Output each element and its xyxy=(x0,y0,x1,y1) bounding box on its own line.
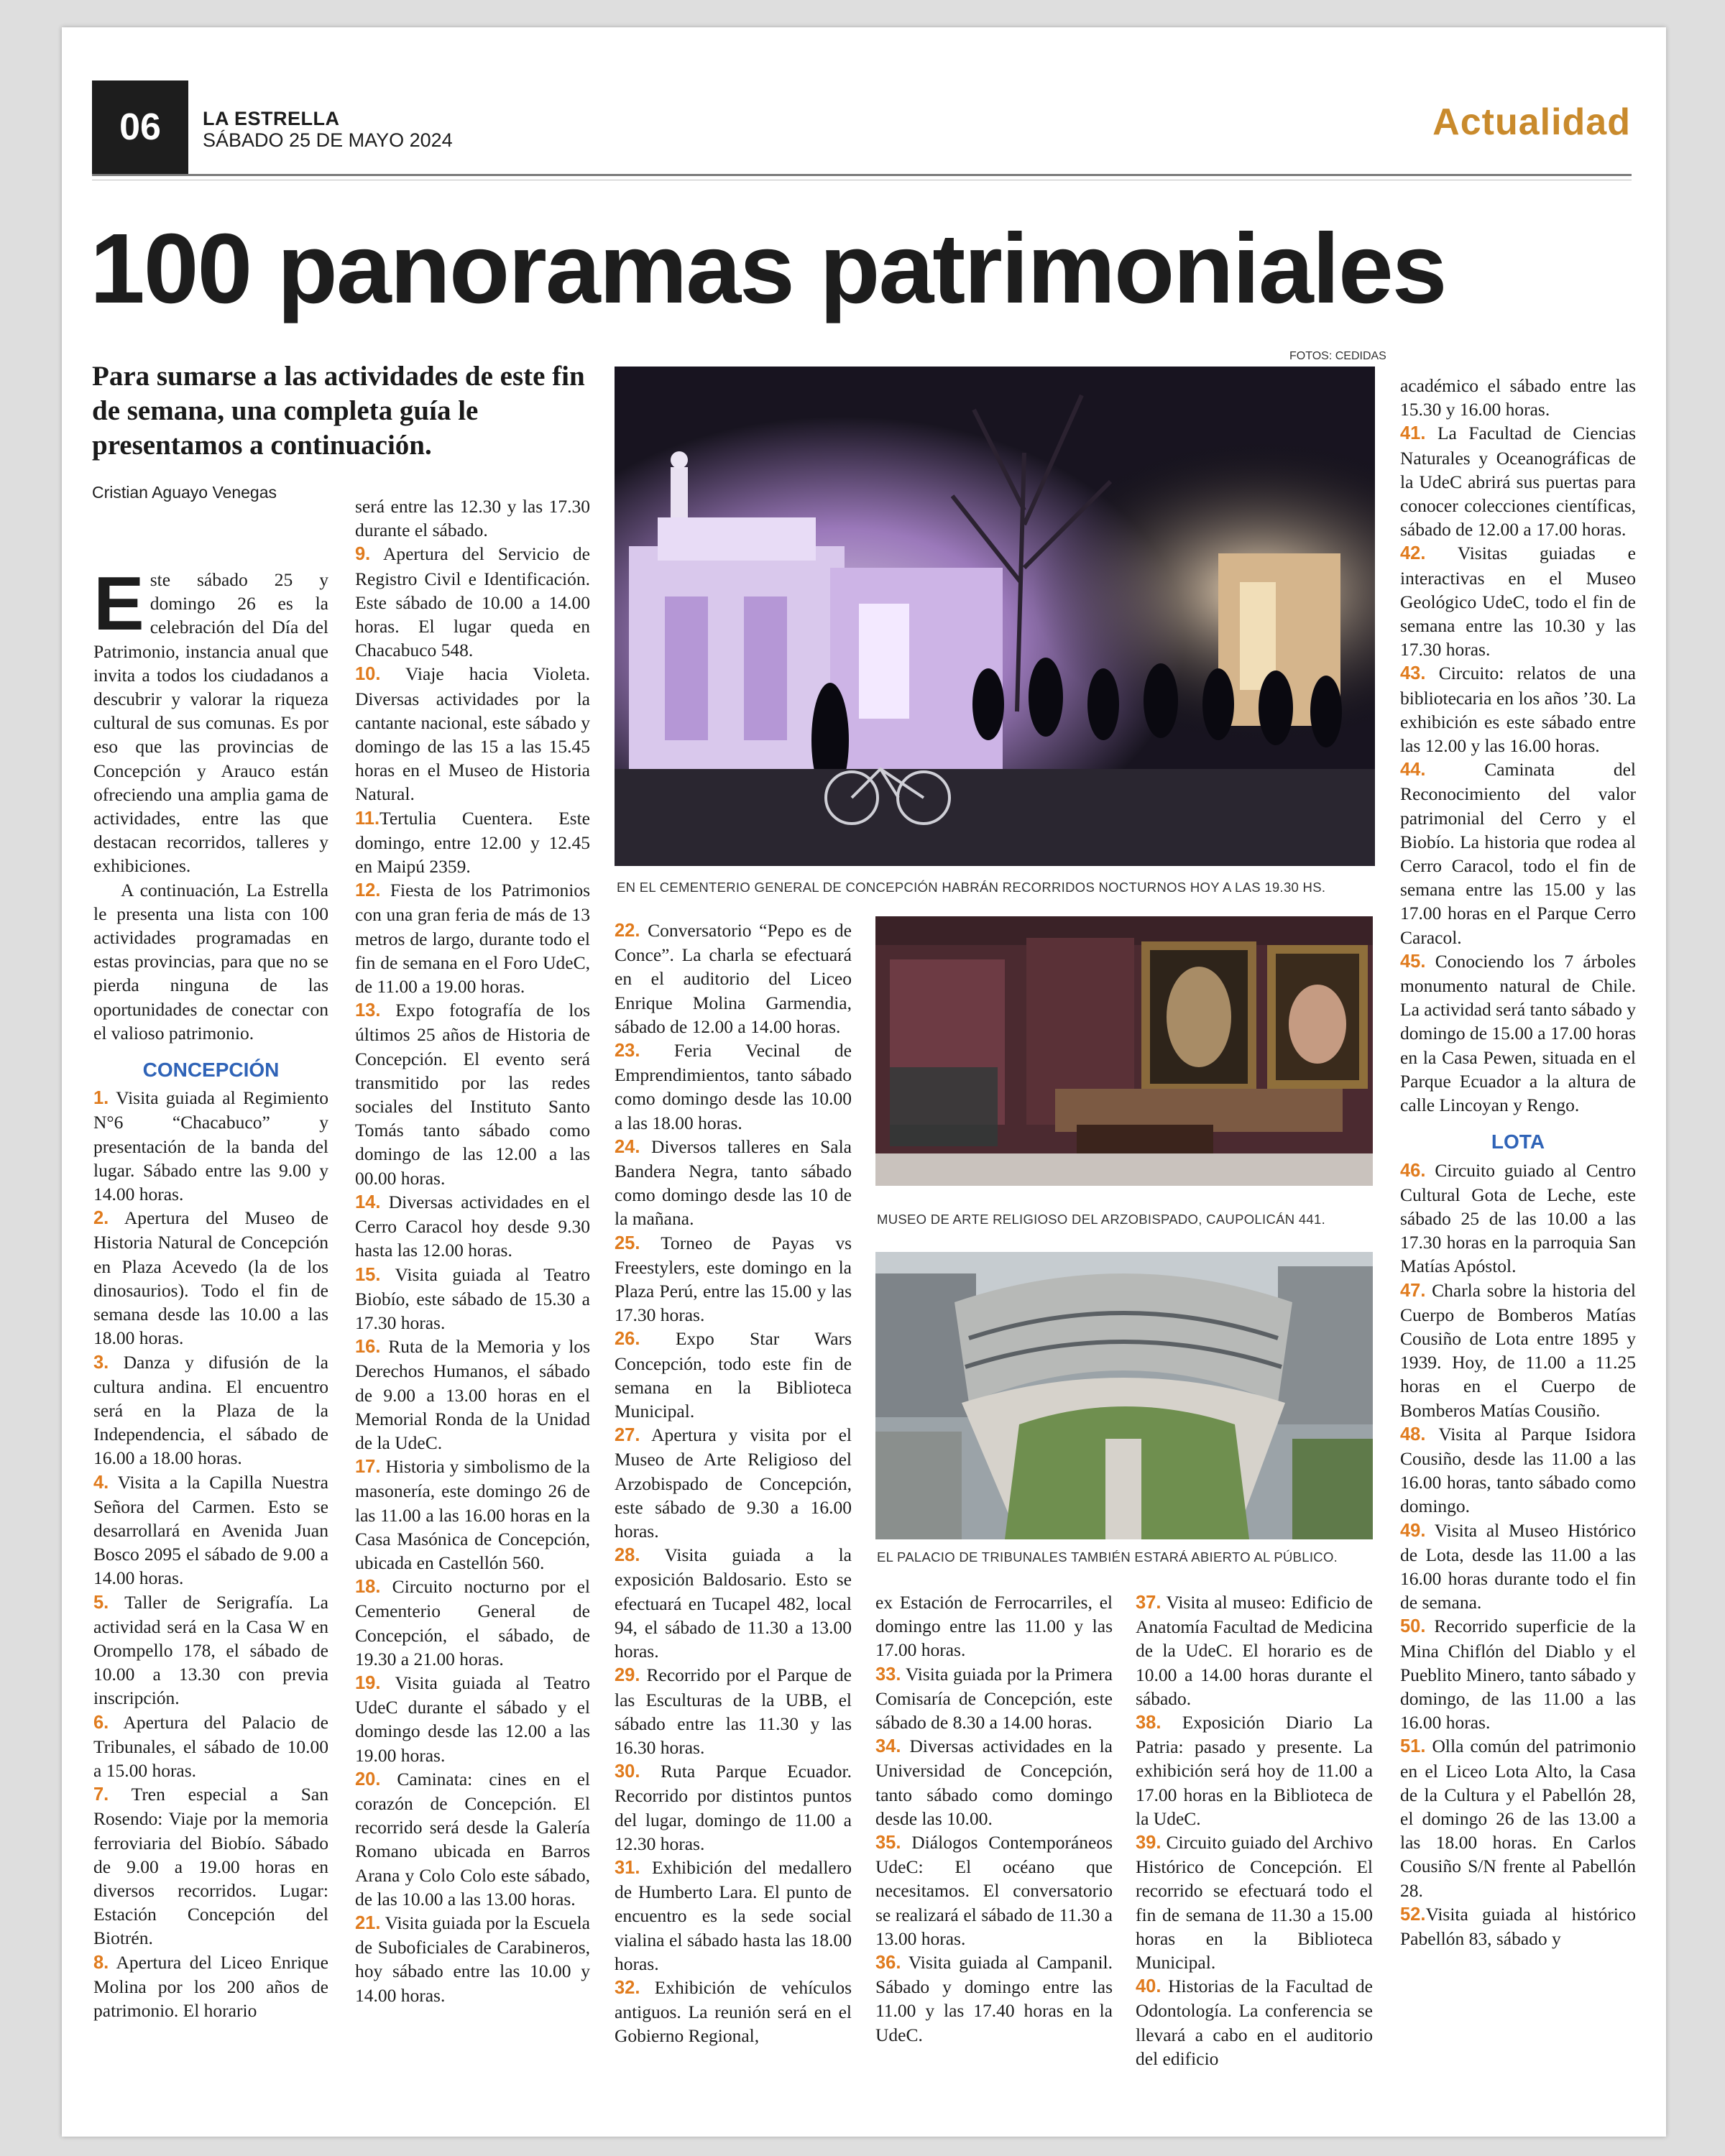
activity-item xyxy=(93,1590,328,1710)
activity-text: Conociendo los 7 árboles monumento natural de Chile. La actividad será tanto sábado y domingo de 15.00 a 17.00 horas en la Casa Pewen, situada en el Parque Ecuador a la altura de calle Lincoyan y Rengo. xyxy=(1400,950,1636,1116)
activity-number: 7. xyxy=(93,1784,109,1805)
activity-number: 4. xyxy=(93,1472,109,1493)
activity-text: Visita guiada al Regimiento N°6 “Chacabuco” y presentación de la banda del lugar. Sábado entre las 9.00 y 14.00 horas. xyxy=(93,1087,328,1205)
activity-text: Charla sobre la historia del Cuerpo de Bomberos Matías Cousiño de Lota entre 1895 y 1939. Hoy, de 11.00 a 11.25 horas en el Cuerpo de Bomberos Matías Cousiño. xyxy=(1400,1279,1636,1421)
activity-item xyxy=(1400,1614,1636,1734)
activity-item xyxy=(93,1710,328,1783)
lead-paragraph: Para sumarse a las actividades de este fin de semana, una completa guía le presentamos a continuación. xyxy=(92,361,585,461)
activity-text: Visita guiada a la exposición Baldosario. Esto se efectuará en Tucapel 482, local 94, el sábado de 11.30 a 13.00 horas. xyxy=(615,1544,852,1662)
activity-text: será entre las 12.30 y las 17.30 durante el sábado. xyxy=(355,496,590,541)
activity-item xyxy=(1136,1590,1373,1710)
activity-number: 43. xyxy=(1400,663,1426,684)
column-2 xyxy=(355,494,590,2007)
activity-item xyxy=(615,1135,852,1231)
activity-list xyxy=(355,494,590,2007)
activity-item xyxy=(1136,1830,1373,1974)
activity-text: Diálogos Contemporáneos UdeC: El océano que necesitamos. El conversatorio se realizará el sábado de 11.30 a 13.00 horas. xyxy=(875,1832,1113,1949)
activity-item xyxy=(615,1423,852,1543)
activity-item xyxy=(93,1470,328,1590)
activity-number: 21. xyxy=(355,1912,381,1933)
activity-text: Exposición Diario La Patria: pasado y presente. La exhibición será hoy de 11.00 a 17.00 horas en la Biblioteca de la UdeC. xyxy=(1136,1712,1373,1829)
activity-number: 35. xyxy=(875,1833,901,1853)
activity-item xyxy=(1400,1519,1636,1615)
activity-item xyxy=(875,1830,1113,1950)
activity-item xyxy=(355,998,590,1190)
activity-text: Viaje hacia Violeta. Diversas actividades por la cantante nacional, este sábado y domingo de las 15 a las 15.45 horas en el Museo de Historia Natural. xyxy=(355,663,590,805)
activity-item xyxy=(355,1911,590,2007)
activity-text: Visita guiada al Teatro UdeC durante el sábado y el domingo desde las 12.00 a las 19.00 horas. xyxy=(355,1672,590,1766)
activity-number: 28. xyxy=(615,1545,640,1566)
activity-text: La Facultad de Ciencias Naturales y Oceanográficas de la UdeC abrirá sus puertas para conocer colecciones científicas, sábado de 12.00 a 17.00 horas. xyxy=(1400,423,1636,540)
activity-list xyxy=(1400,1158,1636,1951)
column-3 xyxy=(615,918,852,2048)
activity-text: Visita guiada por la Primera Comisaría de Concepción, este sábado de 8.30 a 14.00 horas. xyxy=(875,1663,1113,1733)
activity-item xyxy=(355,1335,590,1455)
activity-item xyxy=(93,1782,328,1950)
activity-list xyxy=(1136,1590,1373,2070)
issue-date: SÁBADO 25 DE MAYO 2024 xyxy=(203,129,453,151)
activity-item xyxy=(1400,1734,1636,1902)
activity-number: 19. xyxy=(355,1672,381,1693)
activity-text: Taller de Serigrafía. La actividad será en la Casa W en Orompello 178, el sábado de 10.00 a 13.30 con previa inscripción. xyxy=(93,1591,328,1709)
activity-number: 9. xyxy=(355,544,371,565)
activity-text: Recorrido superficie de la Mina Chiflón del Diablo y el Pueblito Minero, tanto sábado y domingo, de las 11.00 a las 16.00 horas. xyxy=(1400,1616,1636,1733)
activity-number: 8. xyxy=(93,1952,109,1973)
activity-text: académico el sábado entre las 15.30 y 16.00 horas. xyxy=(1400,375,1636,420)
activity-text: Apertura del Museo de Historia Natural de Concepción en Plaza Acevedo (la de los dinosaurios). Todo el fin de semana desde las 10.00 a las 18.00 horas. xyxy=(93,1207,328,1349)
activity-number: 33. xyxy=(875,1664,901,1685)
activity-text: Diversas actividades en el Cerro Caracol hoy desde 9.30 hasta las 12.00 horas. xyxy=(355,1191,590,1261)
activity-item xyxy=(93,1950,328,2023)
page-number: 06 xyxy=(92,80,188,174)
activity-text: Visita guiada al Campanil. Sábado y domingo entre las 11.00 y las 17.40 horas en la UdeC. xyxy=(875,1952,1113,2045)
activity-text: Caminata del Reconocimiento del valor patrimonial del Cerro y el Biobío. La historia que rodea al Cerro Caracol, todo el fin de semana entre las 15.00 y las 17.00 horas en el Parque Cerro Caracol. xyxy=(1400,759,1636,948)
activity-number: 51. xyxy=(1400,1736,1426,1757)
activity-text: ex Estación de Ferrocarriles, el domingo entre las 11.00 y las 17.00 horas. xyxy=(875,1592,1113,1661)
activity-text: Visita al museo: Edificio de Anatomía Facultad de Medicina de la UdeC. El horario es de 10.00 a 14.00 horas durante el sábado. xyxy=(1136,1592,1373,1709)
drop-cap: E xyxy=(93,561,144,646)
activity-text: Circuito nocturno por el Cementerio General de Concepción, el sábado, de 19.30 a 21.00 horas. xyxy=(355,1576,590,1669)
activity-text: Historias de la Facultad de Odontología. La conferencia se llevará a cabo en el auditorio del edificio xyxy=(1136,1976,1373,2069)
column-1 xyxy=(93,561,328,2022)
activity-number: 36. xyxy=(875,1953,901,1973)
activity-number: 20. xyxy=(355,1769,381,1789)
activity-list xyxy=(1400,374,1636,1117)
activity-number: 34. xyxy=(875,1736,901,1757)
cemetery-night-photo xyxy=(615,367,1375,866)
activity-text: Ruta de la Memoria y los Derechos Humanos, el sábado de 9.00 a 13.00 horas en el Memorial Ronda de la Unidad de la UdeC. xyxy=(355,1336,590,1453)
activity-text: Historia y simbolismo de la masonería, este domingo 26 de las 11.00 a las 16.00 horas en la Casa Masónica de Concepción, ubicada en Castellón 560. xyxy=(355,1456,590,1573)
activity-number: 23. xyxy=(615,1041,640,1061)
activity-text: Danza y difusión de la cultura andina. El encuentro será en la Plaza de la Independencia, el sábado de 16.00 a 18.00 horas. xyxy=(93,1351,328,1469)
palace-of-justice-photo xyxy=(875,1252,1373,1539)
activity-number: 14. xyxy=(355,1192,381,1212)
activity-item xyxy=(615,1759,852,1856)
activity-text: Olla común del patrimonio en el Liceo Lota Alto, la Casa de la Cultura y el Pabellón 28, el domingo 26 de las 13.00 a las 18.00 horas. En Carlos Cousiño S/N frente al Pabellón 28. xyxy=(1400,1736,1636,1901)
activity-item xyxy=(1400,661,1636,757)
activity-item xyxy=(615,918,852,1038)
headline: 100 panoramas patrimoniales xyxy=(90,213,1446,324)
activity-text: Apertura del Servicio de Registro Civil e Identificación. Este sábado de 10.00 a 14.00 horas. El lugar queda en Chacabuco 548. xyxy=(355,543,590,661)
activity-text: Circuito guiado al Centro Cultural Gota de Leche, este sábado 25 de las 10.00 a las 17.30 horas en la parroquia San Matías Apóstol. xyxy=(1400,1159,1636,1277)
activity-text: Expo Star Wars Concepción, todo este fin de semana en la Biblioteca Municipal. xyxy=(615,1328,852,1422)
activity-item xyxy=(355,1575,590,1671)
activity-text: Circuito guiado del Archivo Histórico de Concepción. El recorrido se efectuará todo el fin de semana de 11.30 a 15.00 horas en la Biblioteca Municipal. xyxy=(1136,1832,1373,1973)
activity-number: 49. xyxy=(1400,1520,1426,1541)
activity-number: 2. xyxy=(93,1208,109,1229)
activity-number: 42. xyxy=(1400,543,1426,564)
activity-number: 22. xyxy=(615,921,640,941)
section-title: Actualidad xyxy=(1432,101,1631,143)
activity-number: 52. xyxy=(1400,1904,1426,1925)
activity-item xyxy=(355,494,590,542)
activity-item xyxy=(355,1767,590,1911)
activity-text: Visita guiada al Teatro Biobío, este sábado de 15.30 a 17.30 horas. xyxy=(355,1263,590,1333)
activity-item xyxy=(1136,1974,1373,2070)
column-6 xyxy=(1400,374,1636,1950)
religious-art-museum-photo xyxy=(875,916,1373,1186)
activity-item xyxy=(355,806,590,879)
activity-item xyxy=(615,1856,852,1976)
activity-number: 12. xyxy=(355,880,381,901)
activity-list xyxy=(93,1086,328,2022)
activity-item xyxy=(1136,1710,1373,1830)
activity-item xyxy=(1400,421,1636,541)
activity-item xyxy=(355,1190,590,1263)
activity-number: 5. xyxy=(93,1592,109,1613)
activity-text: Diversas actividades en la Universidad de Concepción, tanto sábado como domingo desde las 10.00. xyxy=(875,1736,1113,1829)
activity-number: 50. xyxy=(1400,1616,1426,1637)
activity-item xyxy=(1400,1422,1636,1519)
activity-item xyxy=(1400,1279,1636,1422)
activity-number: 17. xyxy=(355,1457,381,1478)
activity-text: Feria Vecinal de Emprendimientos, tanto sábado como domingo desde las 10.00 a las 18.00 horas. xyxy=(615,1040,852,1133)
activity-item xyxy=(93,1086,328,1206)
activity-text: Exhibición del medallero de Humberto Lara. El punto de encuentro es la sede social vialina el sábado hasta las 18.00 horas. xyxy=(615,1856,852,1974)
activity-number: 10. xyxy=(355,664,381,685)
activity-text: Caminata: cines en el corazón de Concepción. El recorrido será desde la Galería Romano ubicada en Barros Arana y Colo Colo este sábado, de las 10.00 a las 13.00 horas. xyxy=(355,1768,590,1909)
activity-item xyxy=(1400,757,1636,949)
activity-text: Visita a la Capilla Nuestra Señora del Carmen. Esto se desarrollará en Avenida Juan Bosco 2095 el sábado de 9.00 a 14.00 horas. xyxy=(93,1471,328,1589)
activity-number: 26. xyxy=(615,1329,640,1350)
activity-item xyxy=(93,1206,328,1350)
activity-item xyxy=(355,1671,590,1767)
activity-number: 39. xyxy=(1136,1833,1162,1853)
activity-text: Visita guiada por la Escuela de Suboficiales de Carabineros, hoy sábado entre las 10.00 y 14.00 horas. xyxy=(355,1912,590,2006)
activity-item xyxy=(355,662,590,806)
activity-text: Circuito: relatos de una bibliotecaria en los años ’30. La exhibición es este sábado entre las 12.00 y las 16.00 horas. xyxy=(1400,663,1636,757)
header-rule xyxy=(92,174,1632,176)
newspaper-name: LA ESTRELLA xyxy=(203,108,340,129)
activity-text: Visita al Museo Histórico de Lota, desde las 11.00 a las 16.00 horas durante todo el fin de semana. xyxy=(1400,1519,1636,1613)
activity-number: 13. xyxy=(355,1000,381,1021)
activity-number: 18. xyxy=(355,1577,381,1598)
activity-list xyxy=(615,918,852,2048)
activity-item xyxy=(1400,1902,1636,1950)
activity-text: Visita guiada al histórico Pabellón 83, sábado y xyxy=(1400,1903,1636,1949)
activity-item xyxy=(1400,949,1636,1117)
byline: Cristian Aguayo Venegas xyxy=(92,483,277,502)
activity-text: Apertura del Palacio de Tribunales, el sábado de 10.00 a 15.00 horas. xyxy=(93,1711,328,1781)
photo-credit: FOTOS: CEDIDAS xyxy=(1289,350,1386,362)
activity-number: 40. xyxy=(1136,1976,1162,1997)
activity-text: Apertura del Liceo Enrique Molina por los 200 años de patrimonio. El horario xyxy=(93,1951,328,2021)
activity-number: 1. xyxy=(93,1088,109,1109)
activity-number: 38. xyxy=(1136,1713,1162,1733)
activity-number: 27. xyxy=(615,1425,640,1446)
section-heading-concepcion: CONCEPCIÓN xyxy=(142,1059,280,1082)
activity-text: Visita al Parque Isidora Cousiño, desde las 11.00 a las 16.00 horas, tanto sábado como domingo. xyxy=(1400,1423,1636,1517)
activity-number: 47. xyxy=(1400,1280,1426,1301)
activity-text: Tren especial a San Rosendo: Viaje por la memoria ferroviaria del Biobío. Sábado de 9.00 a 19.00 horas en diversos recorridos. Lugar: Estación Concepción del Biotrén. xyxy=(93,1784,328,1949)
activity-item xyxy=(355,542,590,662)
activity-item xyxy=(875,1590,1113,1662)
activity-list xyxy=(875,1590,1113,2047)
activity-number: 41. xyxy=(1400,423,1426,444)
activity-number: 44. xyxy=(1400,760,1426,780)
activity-item xyxy=(875,1950,1113,2047)
activity-number: 11. xyxy=(355,808,380,829)
activity-number: 37. xyxy=(1136,1593,1162,1613)
activity-item xyxy=(93,1350,328,1470)
activity-text: Tertulia Cuentera. Este domingo, entre 12.00 y 12.45 en Maipú 2359. xyxy=(355,807,590,877)
activity-number: 15. xyxy=(355,1264,381,1285)
activity-number: 32. xyxy=(615,1977,640,1998)
activity-number: 16. xyxy=(355,1337,381,1358)
activity-number: 3. xyxy=(93,1352,109,1373)
column-5 xyxy=(1136,1590,1373,2070)
activity-text: Conversatorio “Pepo es de Conce”. La charla se efectuará en el auditorio del Liceo Enrique Molina Garmendia, sábado de 12.00 a 14.00 horas. xyxy=(615,920,852,1037)
activity-item xyxy=(875,1734,1113,1830)
activity-number: 24. xyxy=(615,1136,640,1157)
activity-item xyxy=(615,1327,852,1423)
activity-number: 6. xyxy=(93,1712,109,1733)
activity-item xyxy=(875,1662,1113,1735)
activity-number: 29. xyxy=(615,1665,640,1686)
intro-paragraph-2: A continuación, La Estrella le presenta una lista con 100 actividades programadas en estas provincias, para que no se pierda ninguna de las oportunidades de conectar con el valioso patrimonio. xyxy=(93,879,328,1044)
activity-text: Apertura y visita por el Museo de Arte Religioso del Arzobispado de Concepción, este sábado de 9.30 a 16.00 horas. xyxy=(615,1424,852,1542)
activity-text: Diversos talleres en Sala Bandera Negra, tanto sábado como domingo desde las 10 de la mañana. xyxy=(615,1135,852,1230)
activity-item xyxy=(615,1231,852,1327)
activity-item xyxy=(615,1543,852,1663)
caption-palace: EL PALACIO DE TRIBUNALES TAMBIÉN ESTARÁ ABIERTO AL PÚBLICO. xyxy=(877,1549,1338,1565)
activity-item xyxy=(615,1976,852,2048)
activity-text: Exhibición de vehículos antiguos. La reunión será en el Gobierno Regional, xyxy=(615,1976,852,2047)
activity-item xyxy=(1400,374,1636,421)
activity-number: 46. xyxy=(1400,1160,1426,1181)
activity-text: Ruta Parque Ecuador. Recorrido por distintos puntos del lugar, domingo de 11.00 a 12.30 horas. xyxy=(615,1761,852,1854)
activity-number: 48. xyxy=(1400,1424,1426,1445)
activity-item xyxy=(615,1038,852,1135)
caption-museum: MUSEO DE ARTE RELIGIOSO DEL ARZOBISPADO, CAUPOLICÁN 441. xyxy=(877,1212,1326,1227)
column-4 xyxy=(875,1590,1113,2047)
activity-text: Expo fotografía de los últimos 25 años de Historia de Concepción. El evento será transmitido por las redes sociales del Instituto Santo Tomás tanto sábado como domingo de las 12.00 a las 00.00 horas. xyxy=(355,1000,590,1189)
activity-number: 25. xyxy=(615,1233,640,1253)
activity-number: 45. xyxy=(1400,951,1426,972)
activity-text: Visitas guiadas e interactivas en el Museo Geológico UdeC, todo el fin de semana entre las 10.30 y las 17.30 horas. xyxy=(1400,543,1636,660)
activity-number: 31. xyxy=(615,1857,640,1878)
activity-text: Torneo de Payas vs Freestylers, este domingo en la Plaza Perú, entre las 15.00 y las 17.30 horas. xyxy=(615,1232,852,1326)
activity-text: Fiesta de los Patrimonios con una gran feria de más de 13 metros de largo, durante todo el fin de semana en el Foro UdeC, de 11.00 a 19.00 horas. xyxy=(355,880,590,998)
activity-item xyxy=(615,1663,852,1759)
activity-item xyxy=(355,878,590,998)
activity-text: Recorrido por el Parque de las Esculturas de la UBB, el sábado entre las 11.30 y las 16.30 horas. xyxy=(615,1664,852,1758)
section-heading-lota: LOTA xyxy=(1491,1130,1545,1153)
activity-item xyxy=(1400,1158,1636,1279)
activity-item xyxy=(355,1263,590,1335)
caption-cemetery: EN EL CEMENTERIO GENERAL DE CONCEPCIÓN HABRÁN RECORRIDOS NOCTURNOS HOY A LAS 19.30 HS. xyxy=(617,880,1326,895)
activity-item xyxy=(355,1455,590,1575)
activity-item xyxy=(1400,541,1636,661)
intro-paragraph: Este sábado 25 y domingo 26 es la celebración del Día del Patrimonio, instancia anual que invita a todos los ciudadanos a descubrir y valorar la riqueza cultural de sus comunas. Es por eso que las provincias de Concepción y Arauco están ofreciendo una amplia gama de actividades, entre las que destacan recorridos, talleres y exhibiciones. xyxy=(93,561,328,877)
activity-number: 30. xyxy=(615,1761,640,1782)
